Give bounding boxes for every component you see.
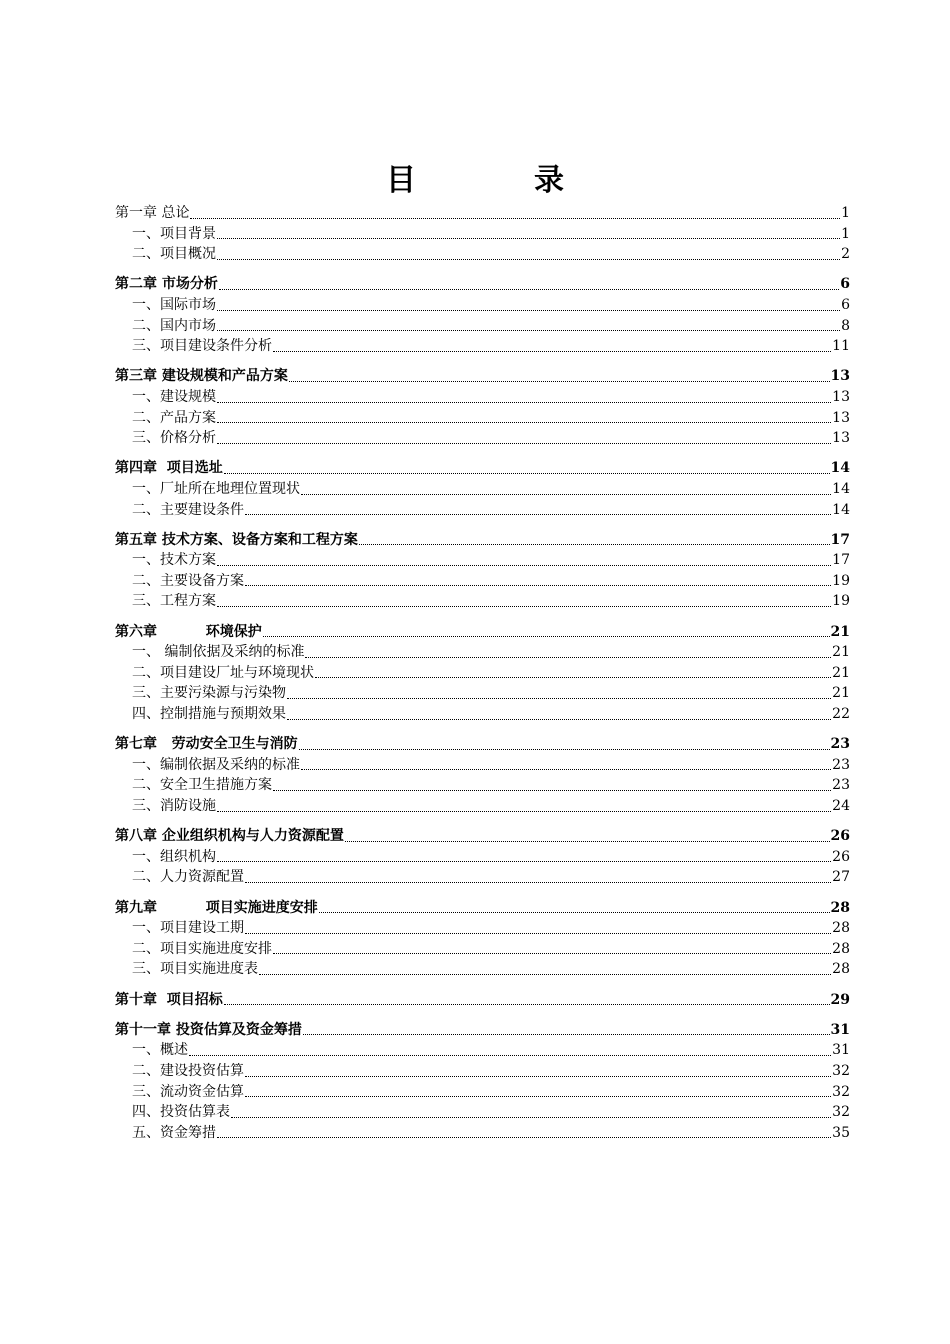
dot-leader — [287, 697, 831, 699]
toc-section-label: 一、组织机构 — [132, 848, 216, 865]
dot-leader — [224, 1003, 830, 1005]
dot-leader — [245, 1095, 831, 1097]
dot-leader — [273, 350, 831, 352]
dot-leader — [319, 911, 830, 913]
dot-leader — [273, 952, 831, 954]
toc-section-entry[interactable] — [115, 591, 850, 612]
dot-leader — [217, 421, 831, 423]
toc-page-number: 31 — [832, 1042, 850, 1059]
toc-section-label: 一、 编制依据及采纳的标准 — [132, 644, 305, 661]
toc-page-number: 11 — [832, 338, 850, 355]
toc-page-number: 32 — [832, 1083, 850, 1100]
toc-page-number: 19 — [832, 593, 850, 610]
toc-page-number: 14 — [830, 460, 850, 477]
dot-leader — [217, 810, 831, 812]
dot-leader — [345, 840, 830, 842]
toc-section-label: 三、项目实施进度表 — [132, 961, 258, 978]
toc-chapter-entry[interactable] — [115, 203, 850, 224]
toc-chapter-entry[interactable] — [115, 990, 850, 1011]
toc-chapter-label: 第十章 项目招标 — [115, 991, 223, 1008]
dot-leader — [245, 1075, 831, 1077]
toc-section-entry[interactable] — [115, 387, 850, 408]
toc-page-number: 21 — [832, 644, 850, 661]
toc-chapter-label: 第四章 项目选址 — [115, 460, 223, 477]
dot-leader — [190, 217, 840, 219]
toc-section-label: 一、项目建设工期 — [132, 920, 244, 937]
toc-section-entry[interactable] — [115, 867, 850, 888]
toc-page-number: 35 — [832, 1124, 850, 1141]
toc-section-entry[interactable] — [115, 479, 850, 500]
toc-page-number: 28 — [830, 899, 850, 916]
toc-chapter-entry[interactable] — [115, 458, 850, 479]
dot-leader — [303, 1033, 830, 1035]
dot-leader — [231, 1116, 831, 1118]
toc-section-label: 三、消防设施 — [132, 798, 216, 814]
toc-page-number: 13 — [832, 388, 850, 405]
toc-section-entry[interactable] — [115, 336, 850, 357]
toc-page-number: 26 — [830, 828, 850, 845]
dot-leader — [217, 237, 840, 239]
toc-section-label: 一、项目背景 — [132, 225, 216, 242]
dot-leader — [245, 513, 831, 515]
toc-chapter-label: 第十一章 投资估算及资金筹措 — [115, 1021, 302, 1038]
toc-section-label: 二、项目实施进度安排 — [132, 940, 272, 957]
toc-chapter-label: 第五章 技术方案、设备方案和工程方案 — [115, 531, 358, 548]
toc-page-number: 32 — [832, 1104, 850, 1121]
toc-section-entry[interactable] — [115, 244, 850, 265]
toc-page-number: 27 — [832, 869, 850, 886]
toc-page-number: 26 — [832, 848, 850, 865]
toc-page-number: 14 — [832, 501, 850, 518]
toc-section-entry[interactable] — [115, 550, 850, 571]
dot-leader — [301, 493, 831, 495]
toc-section-entry[interactable] — [115, 316, 850, 337]
toc-section-entry[interactable] — [115, 1082, 850, 1103]
dot-leader — [359, 543, 830, 545]
toc-section-label: 三、工程方案 — [132, 593, 216, 610]
toc-section-entry[interactable] — [115, 663, 850, 684]
toc-section-entry[interactable] — [115, 939, 850, 960]
dot-leader — [301, 768, 831, 770]
toc-section-label: 一、技术方案 — [132, 552, 216, 569]
toc-section-label: 三、项目建设条件分析 — [132, 338, 272, 355]
toc-page-number: 13 — [832, 430, 850, 447]
dot-leader — [259, 973, 831, 975]
toc-section-label: 一、国际市场 — [132, 296, 216, 313]
toc-section-entry[interactable] — [115, 683, 850, 704]
dot-leader — [217, 258, 840, 260]
toc-page-number: 6 — [841, 296, 850, 313]
toc-section-label: 二、主要建设条件 — [132, 501, 244, 518]
toc-page-number: 19 — [832, 572, 850, 589]
toc-section-entry[interactable] — [115, 1102, 850, 1123]
toc-section-entry[interactable] — [115, 755, 850, 776]
toc-section-label: 四、投资估算表 — [132, 1104, 230, 1121]
dot-leader — [245, 881, 831, 883]
toc-page-number: 8 — [841, 317, 850, 334]
toc-page-number: 24 — [832, 798, 850, 814]
toc-section-label: 二、项目概况 — [132, 246, 216, 263]
toc-section-entry[interactable] — [115, 847, 850, 868]
toc-section-entry[interactable] — [115, 642, 850, 663]
toc-page-number: 13 — [832, 409, 850, 426]
toc-page-number: 17 — [830, 531, 850, 548]
toc-chapter-entry[interactable] — [115, 1020, 850, 1041]
toc-section-label: 二、国内市场 — [132, 317, 216, 334]
toc-page-number: 17 — [832, 552, 850, 569]
toc-section-label: 一、概述 — [132, 1042, 188, 1059]
toc-page-number: 31 — [830, 1021, 850, 1038]
toc-chapter-label: 第一章 总论 — [115, 205, 190, 221]
toc-section-entry[interactable] — [115, 1123, 850, 1144]
dot-leader — [263, 635, 830, 637]
toc-chapter-label: 第三章 建设规模和产品方案 — [115, 368, 288, 385]
toc-page-number: 13 — [830, 368, 850, 385]
toc-section-entry[interactable] — [115, 428, 850, 449]
dot-leader — [273, 789, 831, 791]
toc-section-entry[interactable] — [115, 571, 850, 592]
toc-chapter-entry[interactable] — [115, 274, 850, 295]
toc-section-label: 一、编制依据及采纳的标准 — [132, 756, 300, 773]
dot-leader — [217, 860, 831, 862]
dot-leader — [287, 718, 831, 720]
toc-page-number: 28 — [832, 920, 850, 937]
toc-section-entry[interactable] — [115, 1040, 850, 1061]
dot-leader — [217, 1136, 831, 1138]
toc-section-entry[interactable] — [115, 500, 850, 521]
toc-chapter-entry[interactable] — [115, 734, 850, 755]
toc-section-entry[interactable] — [115, 796, 850, 817]
toc-chapter-entry[interactable] — [115, 530, 850, 551]
toc-chapter-label: 第七章 劳动安全卫生与消防 — [115, 736, 298, 753]
dot-leader — [217, 605, 831, 607]
toc-chapter-label: 第六章 环境保护 — [115, 623, 262, 640]
toc-chapter-label: 第八章 企业组织机构与人力资源配置 — [115, 828, 344, 845]
dot-leader — [217, 442, 831, 444]
toc-section-label: 二、产品方案 — [132, 409, 216, 426]
toc-section-label: 二、主要设备方案 — [132, 572, 244, 589]
toc-section-label: 四、控制措施与预期效果 — [132, 706, 286, 723]
toc-section-entry[interactable] — [115, 295, 850, 316]
toc-page-number: 1 — [841, 225, 850, 242]
toc-page-number: 6 — [840, 276, 850, 293]
toc-page-number: 2 — [841, 246, 850, 263]
toc-section-label: 二、项目建设厂址与环境现状 — [132, 664, 314, 681]
toc-section-entry[interactable] — [115, 918, 850, 939]
toc-page-number: 32 — [832, 1062, 850, 1079]
toc-chapter-entry[interactable] — [115, 622, 850, 643]
toc-page-number: 21 — [832, 685, 850, 702]
toc-page-number: 28 — [832, 940, 850, 957]
dot-leader — [224, 472, 830, 474]
toc-section-label: 三、价格分析 — [132, 430, 216, 447]
toc-section-entry[interactable] — [115, 224, 850, 245]
toc-chapter-entry[interactable] — [115, 366, 850, 387]
toc-section-entry[interactable] — [115, 1061, 850, 1082]
toc-section-label: 一、厂址所在地理位置现状 — [132, 480, 300, 497]
toc-section-label: 三、流动资金估算 — [132, 1083, 244, 1100]
dot-leader — [217, 564, 831, 566]
dot-leader — [217, 309, 840, 311]
toc-chapter-label: 第九章 项目实施进度安排 — [115, 899, 318, 916]
toc-page-number: 23 — [832, 777, 850, 794]
toc-section-entry[interactable] — [115, 959, 850, 980]
toc-section-label: 二、建设投资估算 — [132, 1062, 244, 1079]
toc-section-entry[interactable] — [115, 775, 850, 796]
toc-page-number: 23 — [830, 736, 850, 753]
toc-title: 目 录 — [386, 163, 608, 198]
toc-page-number: 28 — [832, 961, 850, 978]
dot-leader — [315, 676, 831, 678]
toc-section-label: 二、人力资源配置 — [132, 869, 244, 886]
dot-leader — [217, 329, 840, 331]
dot-leader — [289, 380, 830, 382]
dot-leader — [189, 1054, 831, 1056]
toc-chapter-label: 第二章 市场分析 — [115, 276, 218, 293]
toc-section-label: 三、主要污染源与污染物 — [132, 685, 286, 702]
toc-page-number: 22 — [832, 706, 850, 723]
toc-section-entry[interactable] — [115, 704, 850, 725]
toc-chapter-entry[interactable] — [115, 826, 850, 847]
dot-leader — [305, 656, 831, 658]
dot-leader — [299, 748, 830, 750]
toc-section-label: 一、建设规模 — [132, 388, 216, 405]
dot-leader — [217, 401, 831, 403]
toc-page-number: 21 — [830, 623, 850, 640]
toc-chapter-entry[interactable] — [115, 898, 850, 919]
toc-page-number: 23 — [832, 756, 850, 773]
toc-section-entry[interactable] — [115, 408, 850, 429]
dot-leader — [245, 584, 831, 586]
toc-page-number: 14 — [832, 480, 850, 497]
toc-page-number: 21 — [832, 664, 850, 681]
toc-section-label: 五、资金筹措 — [132, 1124, 216, 1141]
table-of-contents — [115, 203, 850, 1143]
toc-section-label: 二、安全卫生措施方案 — [132, 777, 272, 794]
toc-page-number: 1 — [841, 205, 850, 221]
dot-leader — [219, 288, 839, 290]
toc-page-number: 29 — [830, 991, 850, 1008]
dot-leader — [245, 932, 831, 934]
